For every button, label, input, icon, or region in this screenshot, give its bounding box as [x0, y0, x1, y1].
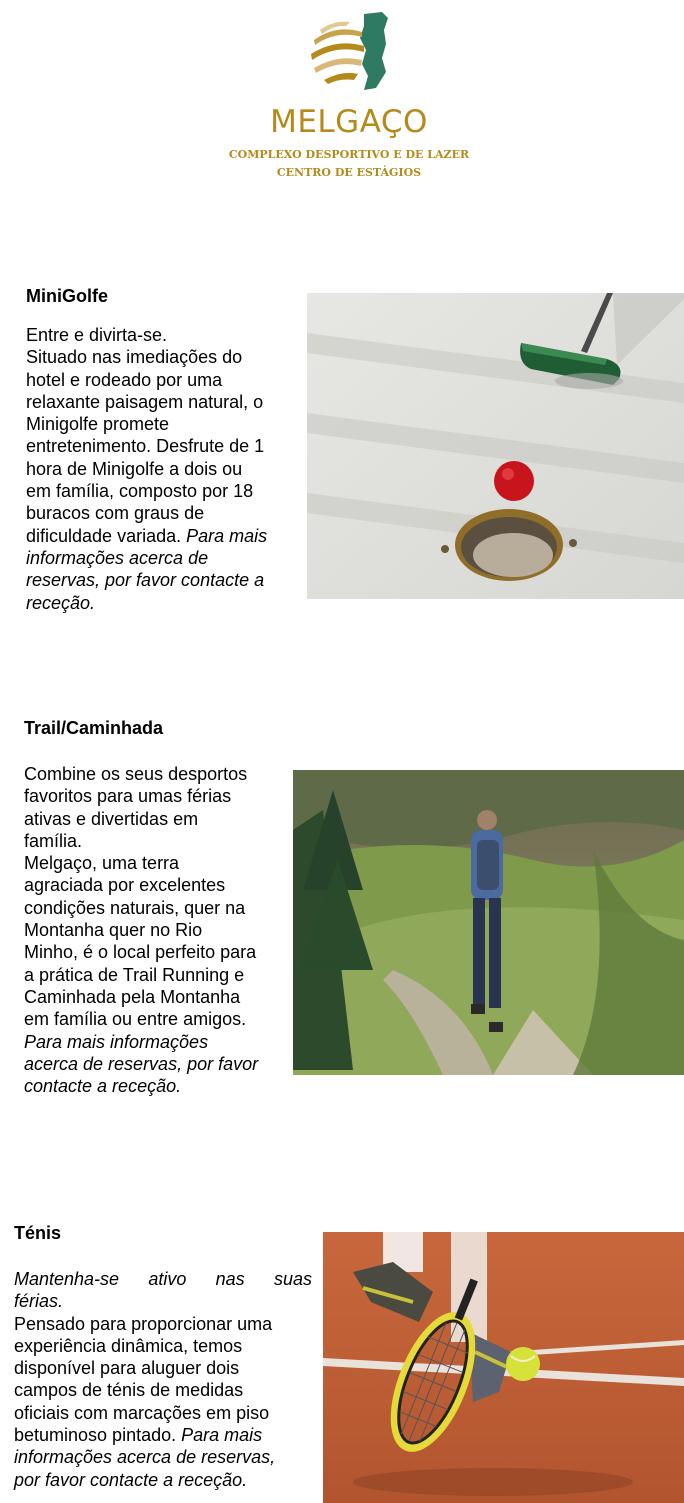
- body-line: ativas e divertidas em: [24, 808, 199, 829]
- body-line: Minigolfe promete: [26, 414, 170, 435]
- brand-name: MELGAÇO: [270, 104, 428, 140]
- body-line: Caminhada pela Montanha: [24, 986, 241, 1007]
- body-line: em família ou entre amigos.: [24, 1009, 247, 1030]
- body-line: [14, 1424, 312, 1446]
- body-line: Entre e divirta-se.: [26, 325, 168, 345]
- body-line-italic: acerca de reservas, por favor: [24, 1053, 259, 1074]
- body-line-italic: Para mais informações: [24, 1031, 209, 1052]
- body-line: disponível para aluguer dois: [14, 1358, 240, 1379]
- striped-globe-and-map-icon: [306, 10, 392, 94]
- body-line: hotel e rodeado por uma: [26, 369, 223, 390]
- brand-subtitle: CENTRO DE ESTÁGIOS: [276, 166, 422, 179]
- body-line: experiência dinâmica, temos: [14, 1335, 243, 1356]
- body-line: a prática de Trail Running e: [24, 964, 245, 985]
- body-line-italic: reservas, por favor contacte a: [26, 570, 265, 591]
- section-body-tenis: [14, 1268, 312, 1491]
- body-text: dificuldade variada.: [26, 525, 187, 546]
- body-line: Montanha quer no Rio: [24, 920, 203, 941]
- body-line: [26, 525, 296, 547]
- body-line-italic-justified: Mantenha-se ativo nas suas: [14, 1269, 312, 1289]
- body-line: entretenimento. Desfrute de 1: [26, 436, 265, 457]
- body-line-italic: receção.: [26, 592, 96, 613]
- body-line: Pensado para proporcionar uma: [14, 1313, 273, 1334]
- minigolf-photo: [307, 293, 684, 599]
- trail-photo: [293, 770, 684, 1075]
- header-logo: [0, 0, 684, 200]
- section-title-minigolfe: MiniGolfe: [26, 286, 108, 306]
- body-line: Combine os seus desportos: [24, 764, 248, 784]
- body-line: campos de ténis de medidas: [14, 1380, 244, 1401]
- body-line: relaxante paisagem natural, o: [26, 391, 264, 412]
- tennis-photo: [323, 1232, 684, 1503]
- body-line-italic: férias.: [14, 1291, 64, 1312]
- section-body-trail: [24, 763, 286, 1097]
- body-line: buracos com graus de: [26, 503, 205, 524]
- body-line: condições naturais, quer na: [24, 897, 246, 918]
- body-line: família.: [24, 830, 83, 851]
- brand-subtitle: COMPLEXO DESPORTIVO E DE LAZER: [228, 148, 470, 161]
- body-line-italic: informações acerca de reservas,: [14, 1447, 276, 1468]
- body-line: hora de Minigolfe a dois ou: [26, 458, 243, 479]
- body-line: oficiais com marcações em piso: [14, 1402, 270, 1423]
- body-line: agraciada por excelentes: [24, 875, 226, 896]
- section-body-minigolfe: [26, 324, 296, 614]
- body-line: Melgaço, uma terra: [24, 853, 180, 874]
- body-line: Situado nas imediações do: [26, 347, 243, 368]
- body-text-italic: Para mais: [181, 1425, 263, 1446]
- body-text: betuminoso pintado.: [14, 1425, 182, 1446]
- section-title-tenis: Ténis: [14, 1223, 62, 1243]
- body-line: em família, composto por 18: [26, 481, 254, 502]
- body-line-italic: contacte a receção.: [24, 1076, 182, 1097]
- body-line-italic: informações acerca de: [26, 547, 209, 568]
- body-line-italic: por favor contacte a receção.: [14, 1469, 248, 1490]
- body-text-italic: Para mais: [186, 525, 268, 546]
- body-line: Minho, é o local perfeito para: [24, 942, 257, 963]
- section-title-trail: Trail/Caminhada: [24, 718, 164, 738]
- body-line: favoritos para umas férias: [24, 786, 232, 807]
